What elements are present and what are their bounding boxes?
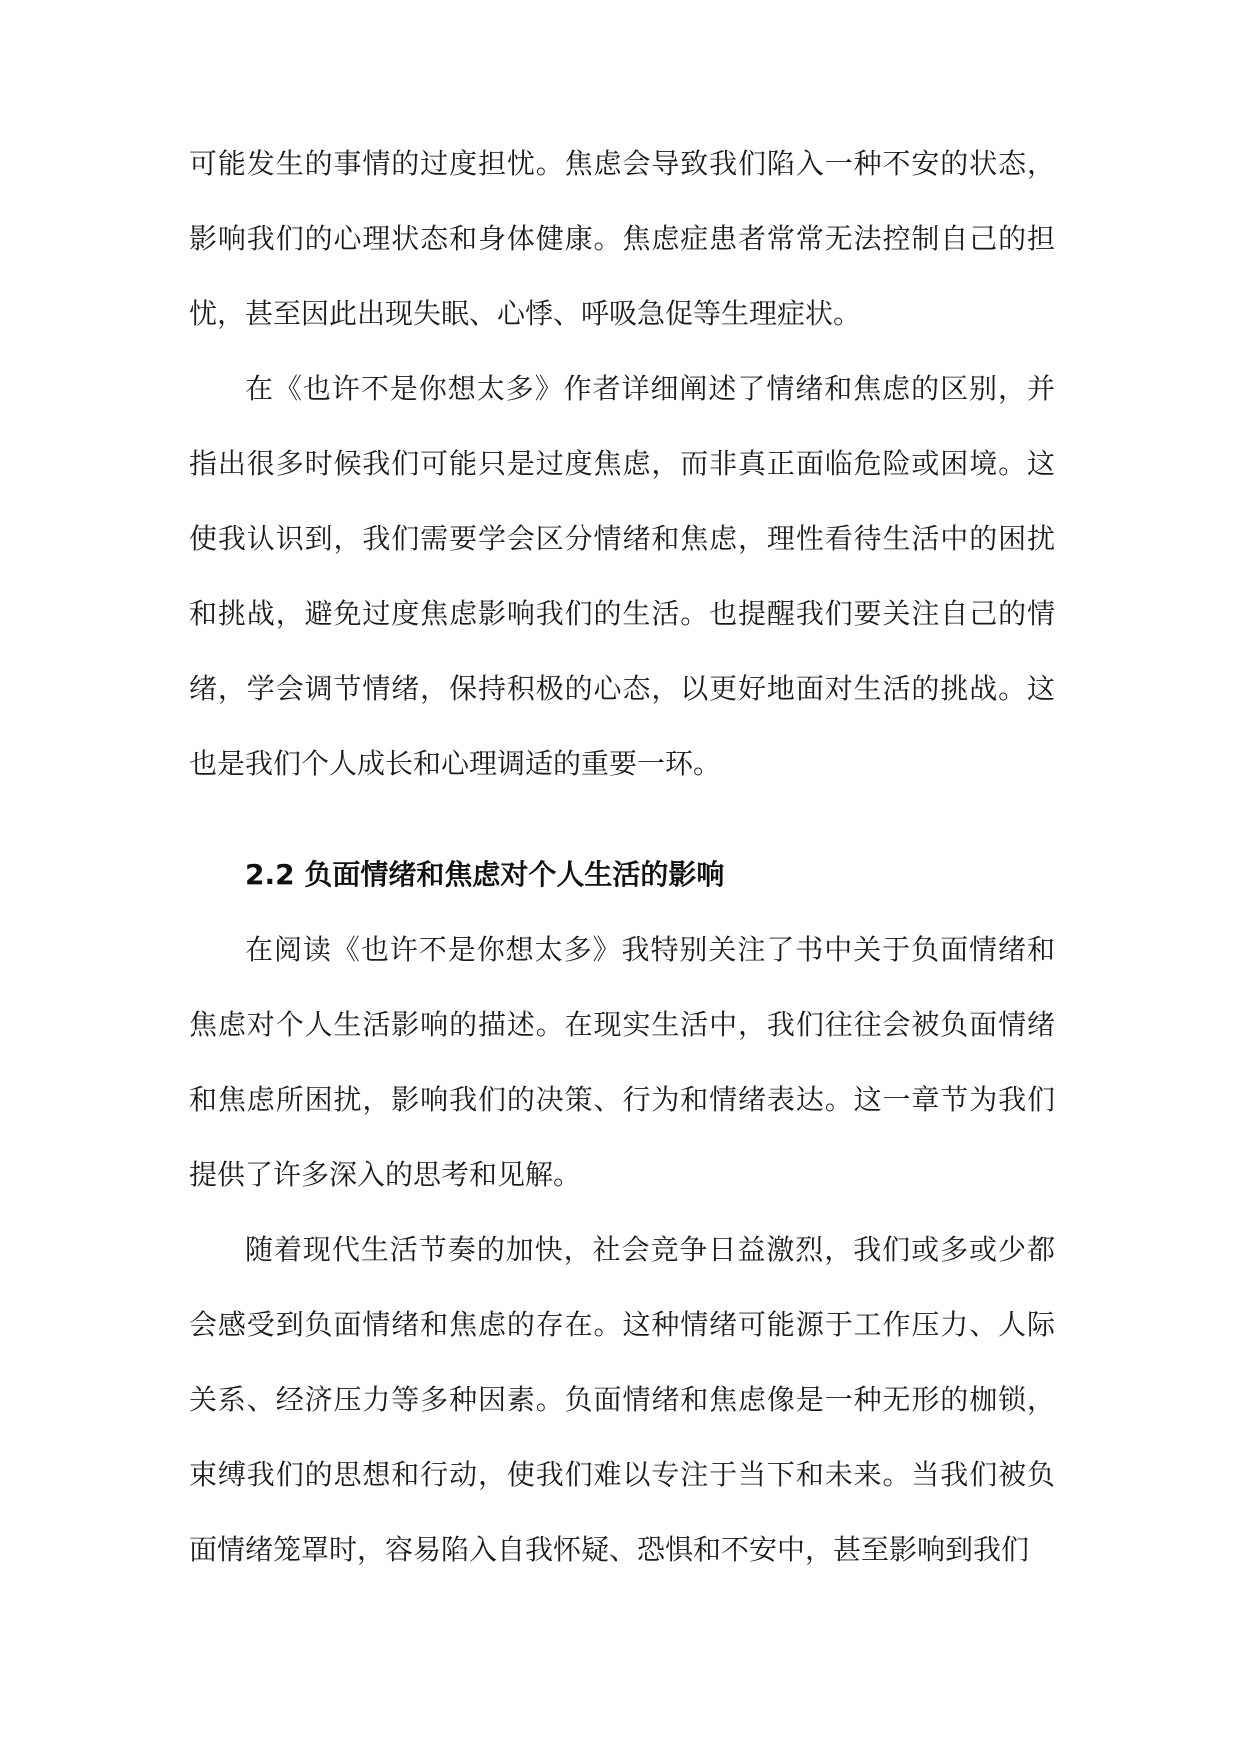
paragraph-distinction: 在《也许不是你想太多》作者详细阐述了情绪和焦虑的区别，并指出很多时候我们可能只是过度焦虑，而非真正面临危险或困境。这使我认识到，我们需要学会区分情绪和焦虑，理性看待生活中的困扰和挑战，避免过度焦虑影响我们的生活。也提醒我们要关注自己的情绪，学会调节情绪，保持积极的心态，以更好地面对生活的挑战。这也是我们个人成长和心理调适的重要一环。 [189, 372, 1055, 780]
paragraph-reading-notes: 在阅读《也许不是你想太多》我特别关注了书中关于负面情绪和焦虑对个人生活影响的描述。在现实生活中，我们往往会被负面情绪和焦虑所困扰，影响我们的决策、行为和情绪表达。这一章节为我们提供了许多深入的思考和见解。 [189, 933, 1055, 1191]
paragraph-modern-life: 随着现代生活节奏的加快，社会竞争日益激烈，我们或多或少都会感受到负面情绪和焦虑的存在。这种情绪可能源于工作压力、人际关系、经济压力等多种因素。负面情绪和焦虑像是一种无形的枷锁，束缚我们的思想和行动，使我们难以专注于当下和未来。当我们被负面情绪笼罩时，容易陷入自我怀疑、恐惧和不安中，甚至影响到我们 [189, 1233, 1055, 1566]
document-body [189, 126, 1055, 1587]
paragraph-continuation: 可能发生的事情的过度担忧。焦虑会导致我们陷入一种不安的状态，影响我们的心理状态和身体健康。焦虑症患者常常无法控制自己的担忧，甚至因此出现失眠、心悸、呼吸急促等生理症状。 [189, 147, 1055, 330]
section-heading: 2.2 负面情绪和焦虑对个人生活的影响 [245, 858, 725, 891]
